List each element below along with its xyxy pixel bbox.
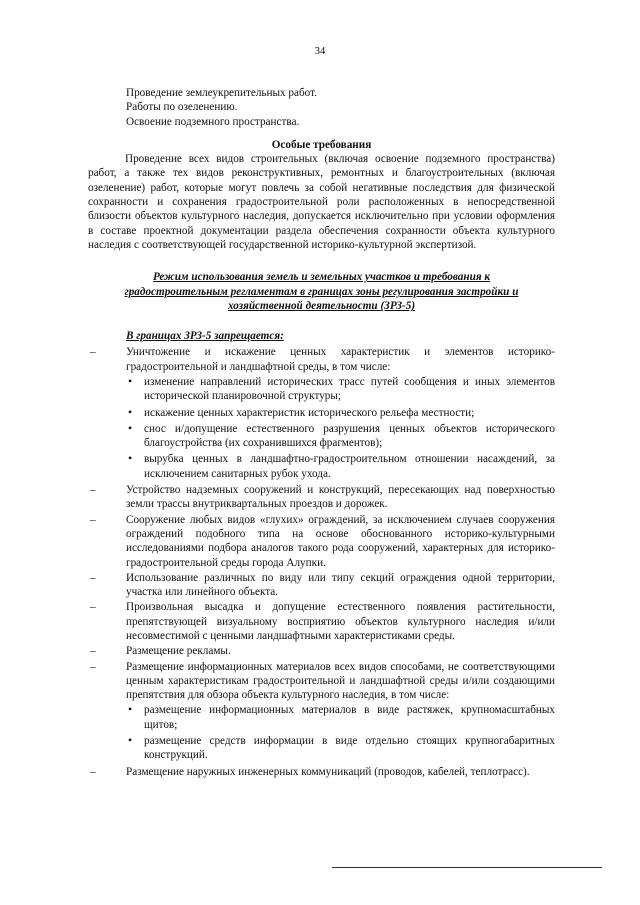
sub-item [126,452,555,481]
prohibition-text: Сооружение любых видов «глухих» ограждений, за исключением случаев сооружения ограждений подобного типа на основе обоснованного историко-культурными исследованиями подбора аналогов такого рода сооружений, характерных для историко-градостроительной среды города Алупки. [126,513,555,569]
prohibition-item [88,483,555,512]
intro-line: Проведение землеукрепительных работ. [126,87,317,99]
dash-marker: – [90,765,96,778]
sub-item-text: размещение средств информации в виде отдельно стоящих крупногабаритных конструкций. [144,735,555,762]
prohibition-text: Уничтожение и искажение ценных характеристик и элементов историко-градостроительной и ландшафтной среды, в том числе: [126,346,555,373]
page-number: 34 [314,46,326,57]
intro-line: Работы по озеленению. [126,101,238,114]
bullet-icon: • [128,420,133,435]
dash-marker: – [90,660,96,673]
dash-marker: – [90,571,96,584]
sub-item [126,734,555,763]
section-title-line: градостроительным регламентам в границах зоны регулирования застройки и [124,285,519,298]
prohibition-text: Размещение рекламы. [126,645,231,658]
sub-item-text: снос и/допущение естественного разрушения ценных объектов исторического благоустройства (их сохранившихся фрагментов); [144,422,555,450]
prohibition-item [88,513,555,570]
special-requirements-heading: Особые требования [271,138,372,151]
bullet-icon: • [128,733,133,748]
prohibitions-list [88,345,555,779]
sub-list [126,375,555,481]
intro-lines [88,86,555,129]
prohibition-item [88,644,555,658]
dash-marker: – [90,601,96,614]
prohibition-item [88,345,555,481]
bullet-icon: • [128,702,133,717]
special-requirements-paragraph: Проведение всех видов строительных (включая освоение подземного пространства) работ, а также тех видов реконструктивных, ремонтных и благоустроительных (включая озеленение) работ, которые могут повлечь за собой негативные последствия для физической сохранности и сохранения градостроительной роли расположенных в непосредственной близости объектов культурного наследия, допускается исключительно при условии оформления в составе проектной документации раздела обеспечения сохранности объекта культурного наследия с соответствующей государственной историко-культурной экспертизой. [88,153,555,251]
section-title [88,270,555,314]
section-title-line: хозяйственной деятельности (ЗРЗ-5) [227,300,416,313]
sub-item [126,375,555,404]
prohibition-item [88,660,555,763]
sub-item [126,422,555,451]
sub-item [126,703,555,732]
prohibition-item [88,765,555,779]
prohibition-text: Использование различных по виду или типу секций ограждения одной территории, участка или линейного объекта. [126,571,555,599]
footer-rule [332,867,602,868]
sub-list [126,703,555,762]
sub-item-text: вырубка ценных в ландшафтно-градостроительном отношении насаждений, за исключением санитарных рубок ухода. [144,453,555,480]
prohibition-text: Произвольная высадка и допущение естественного появления растительности, препятствующей визуальному восприятию объектов культурного наследия и/или несовместимой с ценными ландшафтными характеристиками среды. [126,601,555,642]
dash-marker: – [90,484,96,497]
bullet-icon: • [128,451,133,466]
sub-item-text: изменение направлений исторических трасс путей сообщения и иных элементов исторической планировочной структуры; [144,375,555,403]
prohibition-item [88,600,555,643]
prohibition-text: Размещение наружных инженерных коммуникаций (проводов, кабелей, теплотрасс). [126,765,530,778]
dash-marker: – [90,645,96,658]
bullet-icon: • [128,404,133,419]
prohibition-text: Размещение информационных материалов всех видов способами, не соответствующими ценным характеристикам градостроительной и ландшафтной среды и/или создающими препятствия для обзора объекта культурного наследия, в том числе: [126,660,555,702]
sub-item-text: размещение информационных материалов в виде растяжек, крупномасштабных щитов; [144,704,555,731]
section-title-line: Режим использования земель и земельных участков и требования к [152,271,491,284]
dash-marker: – [90,513,96,526]
prohibited-subheading: В границах ЗРЗ-5 запрещается: [126,330,284,343]
dash-marker: – [90,346,96,359]
bullet-icon: • [128,373,133,388]
sub-item [126,406,555,420]
intro-line: Освоение подземного пространства. [126,115,300,128]
document-body [88,86,555,780]
sub-item-text: искажение ценных характеристик исторического рельефа местности; [144,406,475,419]
prohibition-text: Устройство надземных сооружений и конструкций, пересекающих над поверхностью земли трассы внутриквартальных проездов и дорожек. [126,484,555,511]
prohibition-item [88,571,555,600]
